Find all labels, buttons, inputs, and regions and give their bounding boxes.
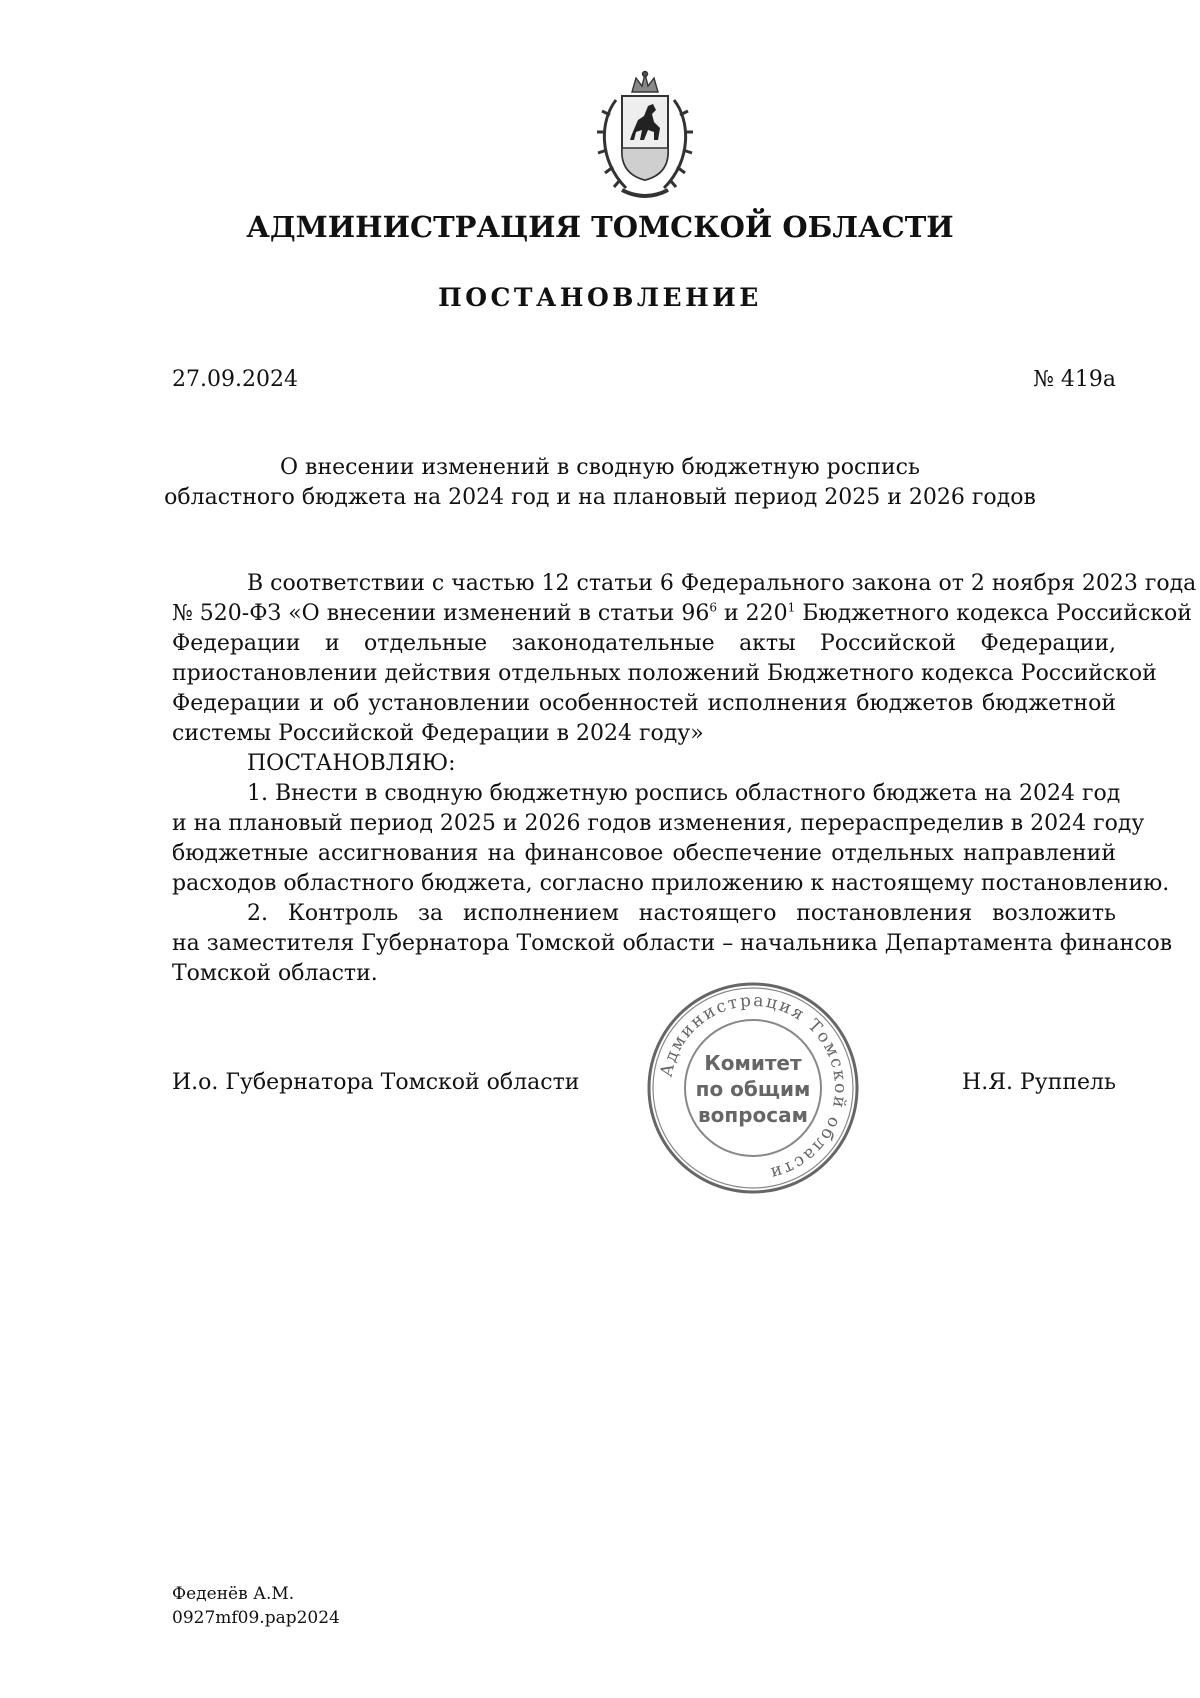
item2-line-3: Томской области. <box>172 961 378 986</box>
item1-line-4: расходов областного бюджета, согласно приложению к настоящему постановлению. <box>172 871 1170 896</box>
item1-line-1: 1. Внести в сводную бюджетную роспись областного бюджета на 2024 год <box>247 781 1121 806</box>
preamble-line-1: В соответствии с частью 12 статьи 6 Федерального закона от 2 ноября 2023 года <box>247 571 1197 596</box>
organization-title: АДМИНИСТРАЦИЯ ТОМСКОЙ ОБЛАСТИ <box>246 210 954 244</box>
official-stamp <box>643 978 863 1198</box>
document-number: № 419а <box>1033 367 1116 392</box>
stamp-center-line-3: вопросам <box>698 1103 808 1127</box>
preamble-line-6: системы Российской Федерации в 2024 году» <box>172 721 704 746</box>
decree-word: ПОСТАНОВЛЯЮ: <box>247 751 456 776</box>
preamble-line-3: Федерации и отдельные законодательные акты Российской Федерации, <box>172 631 1116 656</box>
subject-line-1: О внесении изменений в сводную бюджетную роспись <box>280 455 920 480</box>
document-type-heading: ПОСТАНОВЛЕНИЕ <box>438 283 762 312</box>
preamble-line-2: № 520-ФЗ «О внесении изменений в статьи $96^6$ и $220^1$ Бюджетного кодекса Российской <box>172 600 1192 626</box>
stamp-ring-text: Администрация Томской области <box>656 990 851 1184</box>
preamble-line-5: Федерации и об установлении особенностей исполнения бюджетов бюджетной <box>172 691 1116 716</box>
signatory-name: Н.Я. Руппель <box>962 1070 1116 1095</box>
item1-line-3: бюджетные ассигнования на финансовое обеспечение отдельных направлений <box>172 841 1116 866</box>
signatory-title: И.о. Губернатора Томской области <box>172 1070 580 1095</box>
coat-of-arms-emblem <box>586 70 704 202</box>
subject-line-2: областного бюджета на 2024 год и на плановый период 2025 и 2026 годов <box>164 485 1036 510</box>
stamp-center-line-1: Комитет <box>704 1051 802 1075</box>
document-date: 27.09.2024 <box>172 367 298 392</box>
stamp-center-line-2: по общим <box>695 1077 811 1101</box>
item1-line-2: и на плановый период 2025 и 2026 годов изменения, перераспределив в 2024 году <box>172 811 1145 836</box>
item2-line-1: 2. Контроль за исполнением настоящего постановления возложить <box>247 901 1116 926</box>
preamble-line-4: приостановлении действия отдельных положений Бюджетного кодекса Российской <box>172 661 1157 686</box>
item2-line-2: на заместителя Губернатора Томской области – начальника Департамента финансов <box>172 931 1173 956</box>
executor-name: Феденёв А.М. <box>172 1584 295 1604</box>
file-reference: 0927mf09.pap2024 <box>172 1608 340 1628</box>
